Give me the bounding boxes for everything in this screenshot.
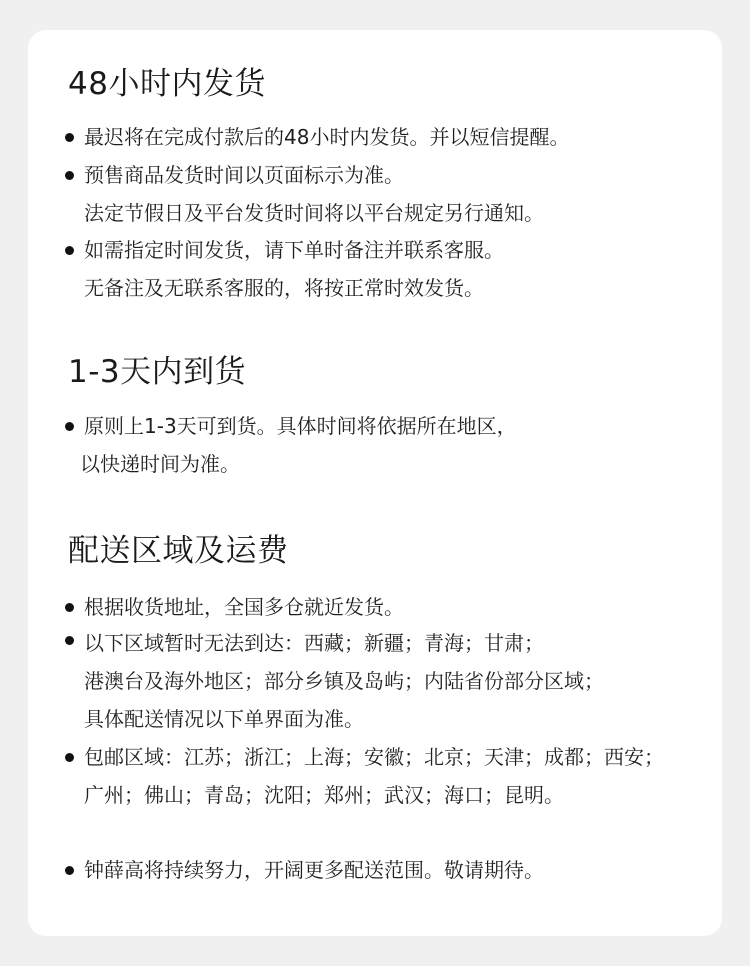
bullet-dot	[65, 866, 74, 875]
list-item: 钟薛高将持续努力，开阔更多配送范围。敬请期待。	[84, 858, 544, 882]
list-item: 以下区域暂时无法到达：西藏；新疆；青海；甘肃；	[84, 631, 544, 655]
list-item: 最迟将在完成付款后的48小时内发货。并以短信提醒。	[84, 125, 570, 149]
bullet-dot	[65, 753, 74, 762]
list-item-continuation: 无备注及无联系客服的，将按正常时效发货。	[84, 276, 484, 300]
list-item: 预售商品发货时间以页面标示为准。	[84, 163, 404, 187]
shipping-info-card	[28, 30, 722, 936]
list-item: 根据收货地址，全国多仓就近发货。	[84, 595, 404, 619]
bullet-dot	[65, 171, 74, 180]
list-item-continuation: 具体配送情况以下单界面为准。	[84, 707, 364, 731]
bullet-dot	[65, 422, 74, 431]
list-item-continuation: 广州；佛山；青岛；沈阳；郑州；武汉；海口；昆明。	[84, 783, 564, 807]
list-item-continuation: 法定节假日及平台发货时间将以平台规定另行通知。	[84, 201, 544, 225]
list-item-continuation: 港澳台及海外地区；部分乡镇及岛屿；内陆省份部分区域；	[84, 669, 604, 693]
list-item: 如需指定时间发货，请下单时备注并联系客服。	[84, 238, 504, 262]
section-title-48h: 48小时内发货	[68, 66, 266, 102]
bullet-dot	[65, 133, 74, 142]
bullet-dot	[65, 603, 74, 612]
list-item: 包邮区域：江苏；浙江；上海；安徽；北京；天津；成都；西安；	[84, 745, 664, 769]
section-title-delivery-area: 配送区域及运费	[68, 533, 289, 569]
list-item: 原则上1-3天可到货。具体时间将依据所在地区，	[84, 414, 517, 438]
list-item-continuation: 以快递时间为准。	[80, 452, 240, 476]
section-title-delivery-time: 1-3天内到货	[68, 354, 247, 390]
bullet-dot	[65, 246, 74, 255]
bullet-dot	[65, 636, 74, 645]
